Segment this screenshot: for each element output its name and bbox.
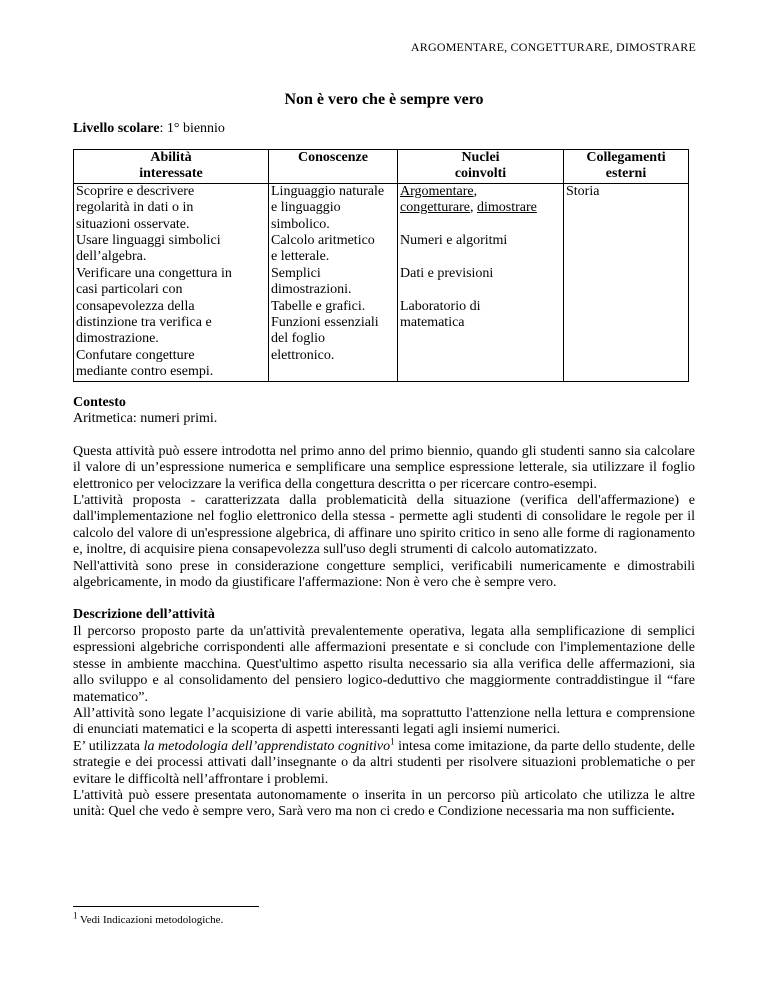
descrizione-heading-text: Descrizione dell’attività (73, 607, 215, 623)
nuclei-dati: Dati e previsioni (400, 265, 494, 281)
contesto-paragraph-3: Nell'attività sono prese in considerazione congetture semplici, verificabili numericamente e dimostrabili algebricamente, in modo da giustificare l'affermazione: Non è vero che è sempre vero. (73, 558, 695, 591)
abilita-line: Confutare congetture (76, 347, 195, 363)
footnote-text: Vedi Indicazioni metodologiche. (77, 914, 224, 926)
header-collegamenti (564, 150, 689, 184)
abilities-table (73, 149, 689, 382)
abilita-line: situazioni osservate. (76, 216, 190, 232)
nuclei-link-congetturare: congetturare (400, 200, 470, 216)
collegamenti-value: Storia (566, 183, 600, 199)
header-abilita-line1: Abilità (150, 150, 192, 165)
contesto-paragraph-1: Questa attività può essere introdotta nel primo anno del primo biennio, quando gli studenti sanno sia calcolare il valore di un’espressione numerica e semplificare una semplice espressione letterale, sia utilizzare il foglio elettronico per velocizzare la verifica della congettura descritta o per ricercare contro-esempi. (73, 443, 695, 492)
header-nuclei-line1: Nuclei (461, 150, 500, 165)
conoscenze-line: e letterale. (271, 249, 330, 265)
nuclei-argomentare (400, 184, 561, 200)
abilita-line: Verificare una congettura in (76, 265, 232, 281)
p3-italic: la metodologia dell’apprendistato cognitivo (143, 738, 391, 754)
header-nuclei (398, 150, 564, 184)
conoscenze-line: Calcolo aritmetico (271, 233, 375, 249)
descrizione-paragraph-4 (73, 788, 695, 821)
contesto-heading-text: Contesto (73, 395, 126, 410)
footnote-ref[interactable]: 1 (390, 736, 395, 747)
school-level (73, 121, 225, 137)
conoscenze-line: simbolico. (271, 216, 330, 232)
conoscenze-line: Funzioni essenziali (271, 315, 379, 331)
school-level-label: Livello scolare (73, 121, 160, 136)
contesto-line: Aritmetica: numeri primi. (73, 411, 218, 427)
header-nuclei-line2: coinvolti (454, 166, 507, 182)
page-title: Non è vero che è sempre vero (284, 91, 484, 108)
main-content (73, 395, 695, 821)
header-collegamenti-line1: Collegamenti (586, 150, 666, 165)
abilita-line: distinzione tra verifica e (76, 315, 212, 331)
abilita-line: dimostrazione. (76, 331, 159, 347)
header-abilita-line2: interessate (139, 166, 203, 182)
conoscenze-cell (269, 183, 398, 381)
table-body-row (74, 183, 689, 381)
table-header-row (74, 150, 689, 184)
collegamenti-cell (564, 183, 689, 381)
school-level-value: : 1° biennio (159, 121, 225, 136)
contesto-paragraph-2: L'attività proposta - caratterizzata dalla problematicità della situazione (verifica dell'affermazione) e dall'implementazione nel foglio elettronico della stessa - permette agli studenti di consolidare le regole per il calcolo del valore di un'espressione algebrica, di affinare uno spirito critico in seno alle forme di ragionamento e, inoltre, di acquisire piena consapevolezza sull'uso degli strumenti di calcolo automatizzato. (73, 493, 695, 558)
section-heading-contesto (73, 395, 695, 411)
abilita-line: Usare linguaggi simbolici (76, 233, 221, 249)
abilita-line: mediante contro esempi. (76, 364, 214, 380)
p4-text: L'attività può essere presentata autonomamente o inserita in un percorso più articolato che utilizza le altre unità: Quel che vedo è sempre vero, Sarà vero ma non ci credo e Condizione necessaria ma non sufficiente (73, 787, 695, 820)
descrizione-paragraph-3 (73, 736, 695, 788)
footnote-number: 1 (73, 910, 78, 921)
conoscenze-line: dimostrazioni. (271, 282, 352, 298)
nuclei-laboratorio-line2: matematica (400, 315, 465, 331)
conoscenze-line: elettronico. (271, 347, 335, 363)
header-collegamenti-line2: esterni (605, 166, 647, 182)
descrizione-paragraph-1: Il percorso proposto parte da un'attività prevalentemente operativa, legata alla semplificazione di semplici espressioni algebriche corrispondenti alle affermazioni presentate e si conclude con l'implementazione delle stesse in ambiente macchina. Quest'ultimo aspetto risulta necessario sia alla verifica delle affermazioni, sia allo sviluppo e al consolidamento del pensiero logico-deduttivo che maggiormente contraddistingue il “fare matematico”. (73, 623, 695, 705)
footnote (73, 910, 224, 926)
header-abilita (74, 150, 269, 184)
abilita-line: consapevolezza della (76, 298, 195, 314)
nuclei-cell (398, 183, 564, 381)
descrizione-paragraph-2: All’attività sono legate l’acquisizione di varie abilità, ma soprattutto l'attenzione nella lettura e comprensione di enunciati matematici e la scoperta di aspetti interessanti legati agli insiemi numerici. (73, 705, 695, 738)
abilita-line: regolarità in dati o in (76, 200, 194, 216)
nuclei-comma: , (473, 183, 478, 199)
p3-end: intesa come imitazione, da parte dello studente, delle strategie e dei processi attivati dall’insegnante o da altri studenti per risolvere situazioni problematiche o per evitare le difficoltà nell’affrontare i problemi. (73, 738, 695, 787)
nuclei-link-dimostrare: dimostrare (476, 200, 537, 216)
nuclei-separator: , (469, 200, 477, 216)
header-conoscenze: Conoscenze (269, 150, 398, 184)
conoscenze-line: Linguaggio naturale (271, 183, 385, 199)
abilita-line: casi particolari con (76, 282, 183, 298)
abilita-line: dell’algebra. (76, 249, 147, 265)
conoscenze-line: del foglio (271, 331, 326, 347)
abilita-line: Scoprire e descrivere (76, 183, 195, 199)
conoscenze-line: Semplici (271, 265, 321, 281)
abilita-cell (74, 183, 269, 381)
p3-start: E’ utilizzata (73, 738, 144, 754)
nuclei-numeri: Numeri e algoritmi (400, 233, 508, 249)
nuclei-congetturare (400, 200, 561, 216)
p4-dot: . (671, 804, 675, 820)
running-header: ARGOMENTARE, CONGETTURARE, DIMOSTRARE (410, 40, 696, 54)
footnote-divider (73, 906, 259, 907)
nuclei-laboratorio-line1: Laboratorio di (400, 298, 481, 314)
section-heading-descrizione (73, 607, 695, 623)
conoscenze-line: Tabelle e grafici. (271, 298, 366, 314)
conoscenze-line: e linguaggio (271, 200, 341, 216)
nuclei-link-argomentare: Argomentare (400, 183, 474, 199)
